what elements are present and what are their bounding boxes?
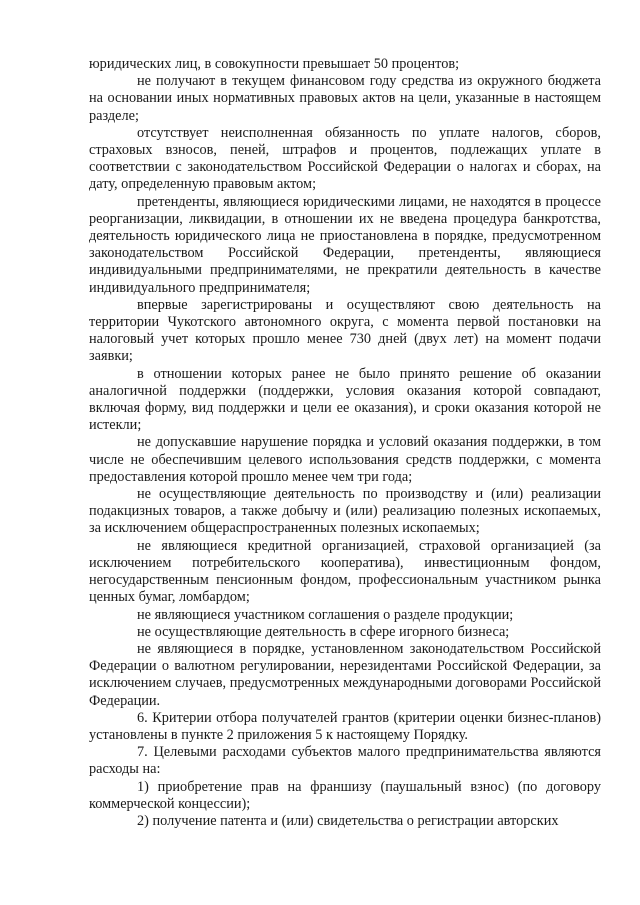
paragraph-2: не получают в текущем финансовом году средства из окружного бюджета на основании иных нормативных правовых актов на цели, указанные в настоящем разделе; (89, 73, 601, 124)
paragraph-7: не допускавшие нарушение порядка и условий оказания поддержки, в том числе не обеспечившим целевого использования средств поддержки, с момента предоставления которой прошло менее чем три года; (89, 434, 601, 485)
paragraph-4: претенденты, являющиеся юридическими лицами, не находятся в процессе реорганизации, ликвидации, в отношении их не введена процедура банкротства, деятельность юридического лица не приостановлена в порядке, предусмотренном законодательством Российской Федерации, претенденты, являющиеся индивидуальными предпринимателями, не прекратили деятельность в качестве индивидуального предпринимателя; (89, 193, 601, 296)
paragraph-3: отсутствует неисполненная обязанность по уплате налогов, сборов, страховых взносов, пеней, штрафов и процентов, подлежащих уплате в соответствии с законодательством Российской Федерации о налогах и сборах, на дату, определенную правовым актом; (89, 124, 601, 193)
paragraph-12: не являющиеся в порядке, установленном законодательством Российской Федерации о валютном регулировании, нерезидентами Российской Федерации, за исключением случаев, предусмотренных международными договорами Российской Федерации. (89, 640, 601, 709)
paragraph-10: не являющиеся участником соглашения о разделе продукции; (137, 606, 514, 623)
paragraph-11: не осуществляющие деятельность в сфере игорного бизнеса; (137, 623, 510, 640)
paragraph-14: 7. Целевыми расходами субъектов малого предпринимательства являются расходы на: (89, 744, 601, 778)
paragraph-13: 6. Критерии отбора получателей грантов (критерии оценки бизнес-планов) установлены в пункте 2 приложения 5 к настоящему Порядку. (89, 709, 601, 743)
paragraph-5: впервые зарегистрированы и осуществляют свою деятельность на территории Чукотского автономного округа, с момента первой постановки на налоговый учет которых прошло менее 730 дней (двух лет) на момент подачи заявки; (89, 296, 601, 365)
paragraph-15: 1) приобретение прав на франшизу (паушальный взнос) (по договору коммерческой концессии); (89, 778, 601, 812)
paragraph-16: 2) получение патента и (или) свидетельства о регистрации авторских (137, 812, 559, 829)
paragraph-9: не являющиеся кредитной организацией, страховой организацией (за исключением потребительского кооператива), инвестиционным фондом, негосударственным пенсионным фондом, профессиональным участником рынка ценных бумаг, ломбардом; (89, 537, 601, 606)
paragraph-8: не осуществляющие деятельность по производству и (или) реализации подакцизных товаров, а также добычу и (или) реализацию полезных ископаемых, за исключением общераспространенных полезных ископаемых; (89, 486, 601, 537)
document-body (89, 56, 601, 830)
paragraph-6: в отношении которых ранее не было принято решение об оказании аналогичной поддержки (поддержки, условия оказания которой совпадают, включая форму, вид поддержки и цели ее оказания), и сроки оказания которой не истекли; (89, 365, 601, 434)
paragraph-1: юридических лиц, в совокупности превышает 50 процентов; (89, 56, 460, 72)
